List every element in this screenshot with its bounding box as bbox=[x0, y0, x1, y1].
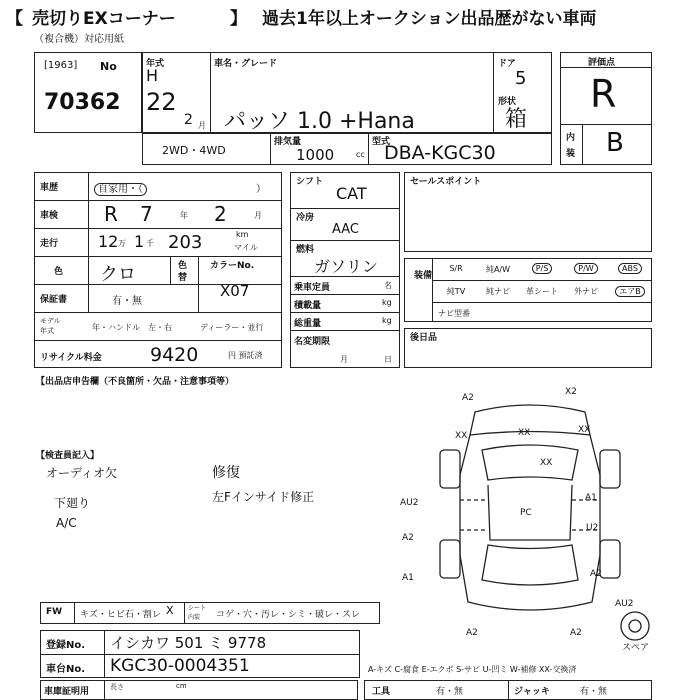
header-subtitle: 過去1年以上オークション出品歴がない車両 bbox=[262, 9, 597, 29]
mileage-value: 203 bbox=[168, 232, 203, 253]
dealer-options: ディーラー・並行 bbox=[200, 323, 264, 332]
tools-value: 有・無 bbox=[436, 687, 464, 697]
seller-notes-label: 【出品店申告欄（不良箇所・欠品・注意事項等） bbox=[36, 377, 235, 387]
lot-number: 70362 bbox=[44, 90, 121, 115]
mark-rear-left: A2 bbox=[466, 628, 478, 638]
garage-cm: cm bbox=[176, 682, 187, 690]
warranty-label: 保証書 bbox=[40, 295, 68, 305]
body-type-label: 形状 bbox=[498, 97, 517, 107]
year-month-unit: 月 bbox=[198, 121, 206, 130]
gross-unit: kg bbox=[382, 316, 392, 325]
car-damage-diagram bbox=[400, 380, 660, 650]
fw-label: FW bbox=[46, 607, 63, 617]
inspection-year-unit: 年 bbox=[180, 211, 188, 220]
mark-left-door: AU2 bbox=[400, 498, 419, 508]
mileage-label: 走行 bbox=[40, 239, 59, 249]
mark-front-right: X2 bbox=[565, 387, 577, 397]
after-sale-label: 後日品 bbox=[410, 333, 438, 343]
chassis-value: KGC30-0004351 bbox=[110, 656, 250, 676]
header-bracket-open: 【 bbox=[6, 9, 23, 29]
inspection-month-unit: 月 bbox=[254, 211, 262, 220]
header-note: （複合機）対応用紙 bbox=[34, 34, 124, 45]
displacement-value: 1000 bbox=[296, 146, 335, 164]
mark-rear-bumper: A2 bbox=[570, 628, 582, 638]
fuel-value: ガソリン bbox=[314, 257, 379, 276]
garage-long: 長さ bbox=[110, 683, 124, 691]
cancel-label: 名変期限 bbox=[294, 337, 331, 347]
capacity-unit: 名 bbox=[384, 281, 392, 290]
warranty-value: 有・無 bbox=[112, 296, 142, 307]
doors-value: 5 bbox=[515, 68, 527, 89]
mark-roof: PC bbox=[520, 508, 532, 518]
shift-label: シフト bbox=[296, 177, 324, 187]
equip-tv: 純TV bbox=[446, 287, 466, 296]
year-era: H bbox=[146, 66, 159, 85]
handle-options: 年・ハンドル 左・右 bbox=[92, 323, 172, 332]
car-name-value: パッソ 1.0 +Hana bbox=[224, 109, 415, 134]
mark-xx-3: XX bbox=[578, 425, 591, 435]
grade-label: 評価点 bbox=[588, 58, 616, 68]
history-close: ） bbox=[256, 184, 266, 195]
model-year-label-1: モデル bbox=[40, 317, 61, 325]
inspector-line-5: 左Fインサイド修正 bbox=[212, 490, 315, 504]
inspector-line-4: 修復 bbox=[212, 465, 240, 481]
equip-navi: 純ナビ bbox=[486, 287, 510, 296]
car-name-label: 車名・グレード bbox=[214, 59, 278, 69]
inspector-line-2: 下廻り bbox=[54, 496, 91, 510]
fuel-label: 燃料 bbox=[296, 245, 315, 255]
wiper-label-1: シート bbox=[188, 605, 207, 612]
gross-label: 総重量 bbox=[294, 319, 322, 329]
mark-front-left: A2 bbox=[462, 393, 474, 403]
damage-legend: A-キズ C-腐食 E-エクボ S-サビ U-凹ミ W-補修 XX-交換済 bbox=[368, 665, 577, 674]
equip-aw: 純A/W bbox=[485, 265, 511, 274]
recycle-label: リサイクル料金 bbox=[40, 353, 102, 363]
aircon-label: 冷房 bbox=[296, 213, 315, 223]
color-no-value: X07 bbox=[220, 282, 250, 300]
sales-point-label: セールスポイント bbox=[410, 177, 482, 187]
equip-sr: S/R bbox=[449, 264, 463, 273]
mark-right-quarter: A2 bbox=[590, 569, 602, 579]
after-sale-box bbox=[404, 328, 652, 368]
history-value: 自家用・（ bbox=[94, 183, 147, 196]
equipment-label-1: 装備 bbox=[414, 271, 433, 281]
body-type-value: 箱 bbox=[505, 107, 528, 132]
load-label: 積載量 bbox=[294, 301, 322, 311]
aircon-value: AAC bbox=[332, 222, 359, 237]
wiper-label-2: 内装 bbox=[188, 614, 201, 621]
inspection-year: 7 bbox=[140, 202, 153, 226]
garage-label: 車庫証明用 bbox=[44, 687, 90, 697]
header-title: 売切りEXコーナー bbox=[32, 9, 176, 29]
mileage-km: km bbox=[236, 230, 249, 239]
mark-xx-4: XX bbox=[540, 458, 553, 468]
interior-label-2: 装 bbox=[566, 149, 576, 159]
capacity-label: 乗車定員 bbox=[294, 283, 331, 293]
mark-right-rear: U2 bbox=[586, 523, 599, 533]
jack-label: ジャッキ bbox=[514, 687, 550, 697]
color-change-1: 色 bbox=[178, 261, 188, 271]
recycle-unit: 円 預託済 bbox=[228, 351, 263, 360]
interior-value: B bbox=[606, 128, 624, 158]
cancel-unit2: 日 bbox=[384, 355, 392, 364]
color-no-label: カラーNo. bbox=[210, 261, 255, 271]
mark-rear-right: AU2 bbox=[615, 599, 634, 609]
tools-label: 工具 bbox=[372, 687, 391, 697]
fw-mark: X bbox=[166, 604, 174, 617]
jack-value: 有・無 bbox=[580, 687, 608, 697]
interior-label-1: 内 bbox=[566, 133, 576, 143]
inspector-label: 【検査員記入】 bbox=[36, 451, 100, 461]
fw-items: キズ・ヒビ石・割レ bbox=[80, 610, 161, 620]
mileage-sen-unit: 千 bbox=[146, 239, 154, 248]
displacement-unit: cc bbox=[356, 150, 365, 159]
mileage-mile: マイル bbox=[234, 243, 258, 252]
drive-options: 2WD・4WD bbox=[162, 144, 226, 157]
recycle-value: 9420 bbox=[150, 344, 199, 366]
equip-ext-navi: 外ナビ bbox=[574, 287, 598, 296]
shift-value: CAT bbox=[336, 184, 367, 203]
navi-model-label: ナビ型番 bbox=[438, 309, 470, 318]
inspector-line-3: A/C bbox=[56, 516, 77, 530]
load-unit: kg bbox=[382, 298, 392, 307]
color-change-2: 替 bbox=[178, 273, 188, 283]
inspection-era: R bbox=[104, 202, 118, 226]
mark-left-quarter: A1 bbox=[402, 573, 414, 583]
equip-airbag: エアB bbox=[615, 286, 645, 297]
mark-left-rear: A2 bbox=[402, 533, 414, 543]
interior-damage-types: コゲ・穴・汚レ・シミ・破レ・スレ bbox=[216, 610, 361, 620]
year-value: 22 bbox=[146, 88, 177, 116]
registration-label: 登録No. bbox=[46, 640, 86, 651]
color-value: クロ bbox=[100, 264, 136, 285]
doors-label: ドア bbox=[498, 59, 516, 69]
model-year-label-2: 年式 bbox=[40, 327, 54, 335]
displacement-label: 排気量 bbox=[274, 137, 302, 147]
mark-xx-1: XX bbox=[455, 431, 468, 441]
spare-label: スペア bbox=[622, 643, 650, 653]
header-bracket-close: 】 bbox=[230, 9, 247, 29]
inspector-line-1: オーディオ欠 bbox=[46, 466, 118, 480]
mileage-man-unit: 万 bbox=[118, 239, 126, 248]
mileage-sen: 1 bbox=[134, 232, 145, 251]
inspection-month: 2 bbox=[214, 202, 227, 226]
inspection-label: 車検 bbox=[40, 211, 59, 221]
mark-right-door: A1 bbox=[585, 493, 597, 503]
equip-abs: ABS bbox=[618, 263, 642, 274]
grade-value: R bbox=[590, 72, 617, 116]
registration-value: イシカワ 501 ミ 9778 bbox=[110, 634, 267, 652]
cancel-unit: 月 bbox=[340, 355, 348, 364]
lot-code: [1963] bbox=[44, 60, 78, 71]
equip-ps: P/S bbox=[532, 263, 553, 274]
model-value: DBA-KGC30 bbox=[384, 142, 496, 164]
mark-xx-2: XX bbox=[518, 428, 531, 438]
year-month: 2 bbox=[184, 112, 193, 128]
chassis-label: 車台No. bbox=[46, 664, 86, 675]
year-label: 年式 bbox=[146, 59, 165, 69]
equip-pw: P/W bbox=[574, 263, 597, 274]
model-label: 型式 bbox=[372, 137, 391, 147]
equip-leather: 革シート bbox=[526, 287, 558, 296]
mileage-man: 12 bbox=[98, 232, 119, 251]
color-label: 色 bbox=[54, 267, 64, 277]
lot-no-label: No bbox=[100, 60, 117, 73]
history-label: 車歴 bbox=[40, 183, 59, 193]
